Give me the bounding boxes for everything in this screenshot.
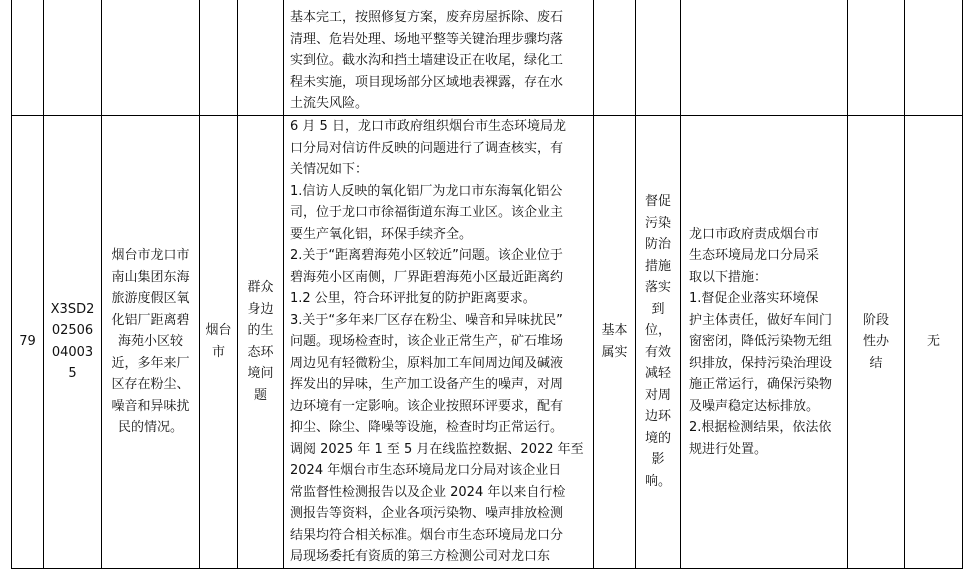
investigation-line: 问题。现场检查时，该企业正常生产，矿石堆场 bbox=[290, 334, 564, 349]
text-line: 程未实施，项目现场部分区域地表裸露，存在水 bbox=[290, 74, 564, 90]
prev-complaint-cell bbox=[102, 0, 200, 116]
measure-line: 影 bbox=[651, 452, 665, 468]
measure-line: 落实 bbox=[644, 280, 671, 296]
table-row-previous bbox=[12, 0, 963, 116]
category-line: 的生 bbox=[247, 323, 274, 339]
accountability-value: 无 bbox=[926, 334, 940, 349]
investigation-line: 调阅 2025 年 1 至 5 月在线监控数据、2022 年至 bbox=[290, 441, 584, 457]
complaint-line: 南山集团东海 bbox=[111, 269, 190, 285]
complaint-line: 化铝厂距离碧 bbox=[111, 312, 190, 328]
case-id-line: 04003 bbox=[51, 344, 94, 360]
prev-measure-cell bbox=[636, 0, 681, 116]
investigation-cell bbox=[284, 116, 594, 569]
prev-verdict-cell bbox=[594, 0, 636, 116]
investigation-line: 边环境有一定影响。该企业按照环评要求，配有 bbox=[290, 398, 564, 414]
measure-line: 污染 bbox=[644, 215, 671, 231]
measure-line: 措施 bbox=[644, 258, 671, 274]
case-id-line: X3SD2 bbox=[50, 301, 95, 317]
prev-city-cell bbox=[200, 0, 238, 116]
handling-line: 施正常运行，确保污染物 bbox=[689, 377, 833, 392]
index-cell bbox=[12, 116, 44, 569]
investigation-line: 挥发出的异味，生产加工设备产生的噪声，对周 bbox=[290, 377, 564, 392]
city-line: 烟台 bbox=[205, 323, 232, 339]
measure-cell bbox=[636, 116, 681, 569]
measure-line: 响。 bbox=[644, 473, 671, 489]
investigation-line: 口分局对信访件反映的问题进行了调查核实，有 bbox=[290, 140, 564, 156]
prev-status-cell bbox=[848, 0, 905, 116]
measure-line: 督促 bbox=[644, 194, 671, 210]
investigation-line: 要生产氧化铝，环保手续齐全。 bbox=[290, 226, 473, 242]
category-line: 群众 bbox=[247, 280, 274, 296]
verdict-line: 基本 bbox=[601, 323, 628, 339]
measure-line: 边环 bbox=[644, 409, 671, 425]
verdict-line: 属实 bbox=[601, 344, 628, 360]
investigation-line: 1.信访人反映的氧化铝厂为龙口市东海氧化铝公 bbox=[290, 183, 563, 199]
measure-line: 有效 bbox=[644, 344, 671, 360]
complaint-line: 民的情况。 bbox=[117, 420, 183, 435]
table-row-79 bbox=[12, 116, 963, 569]
handling-line: 及噪声稳定达标排放。 bbox=[689, 398, 820, 414]
case-id-line: 02506 bbox=[51, 323, 94, 339]
text-line: 实到位。截水沟和挡土墙建设正在收尾，绿化工 bbox=[290, 53, 564, 68]
investigation-line: 关情况如下： bbox=[290, 162, 369, 177]
complaint-line: 海苑小区较 bbox=[117, 334, 183, 349]
text-line: 土流失风险。 bbox=[290, 96, 369, 111]
status-line: 结 bbox=[869, 355, 883, 371]
handling-line: 龙口市政府责成烟台市 bbox=[689, 226, 820, 242]
handling-line: 生态环境局龙口分局采 bbox=[689, 248, 820, 263]
investigation-line: 常监督性检测报告以及企业 2024 年以来自行检 bbox=[290, 484, 566, 500]
complaint-line: 烟台市龙口市 bbox=[111, 248, 190, 263]
measure-line: 对周 bbox=[644, 387, 671, 403]
handling-line: 窗密闭，降低污染物无组 bbox=[689, 334, 833, 349]
prev-accountability-cell bbox=[905, 0, 963, 116]
city-line: 市 bbox=[211, 344, 225, 360]
handling-line: 织排放，保持污染治理设 bbox=[689, 355, 833, 371]
status-line: 性办 bbox=[862, 334, 889, 349]
investigation-line: 3.关于“多年来厂区存在粉尘、噪音和异味扰民” bbox=[290, 312, 563, 328]
prev-index-cell bbox=[12, 0, 44, 116]
document-page bbox=[11, 0, 963, 569]
investigation-line: 1.2 公里，符合环评批复的防护距离要求。 bbox=[290, 291, 536, 306]
complaint-line: 噪音和异味扰 bbox=[111, 398, 190, 414]
investigation-line: 2.关于“距离碧海苑小区较近”问题。该企业位于 bbox=[290, 248, 563, 263]
complaint-cell bbox=[102, 116, 200, 569]
verdict-cell bbox=[594, 116, 636, 569]
handling-line: 规进行处置。 bbox=[689, 441, 768, 457]
prev-case-id-cell bbox=[44, 0, 102, 116]
investigation-line: 结果均符合相关标准。烟台市生态环境局龙口分 bbox=[290, 527, 564, 543]
measure-line: 境的 bbox=[644, 430, 671, 446]
investigation-line: 2024 年烟台市生态环境局龙口分局对该企业日 bbox=[290, 463, 562, 478]
complaint-line: 区存在粉尘、 bbox=[111, 377, 190, 392]
petition-table bbox=[11, 0, 963, 569]
status-line: 阶段 bbox=[862, 312, 889, 328]
complaint-line: 旅游度假区氧 bbox=[111, 291, 190, 306]
prev-category-cell bbox=[238, 0, 284, 116]
handling-line: 护主体责任，做好车间门 bbox=[689, 312, 833, 328]
complaint-line: 近，多年来厂 bbox=[111, 355, 190, 371]
investigation-line: 抑尘、除尘、降噪等设施，检查时均正常运行。 bbox=[290, 420, 564, 435]
prev-investigation-cell bbox=[284, 0, 594, 116]
category-line: 态环 bbox=[247, 344, 274, 360]
prev-handling-cell bbox=[681, 0, 848, 116]
investigation-line: 6 月 5 日，龙口市政府组织烟台市生态环境局龙 bbox=[290, 119, 566, 134]
handling-line: 2.根据检测结果，依法依 bbox=[689, 420, 832, 435]
investigation-line: 测报告等资料，企业各项污染物、噪声排放检测 bbox=[290, 506, 564, 521]
category-line: 境问 bbox=[247, 366, 274, 382]
case-id-cell bbox=[44, 116, 102, 569]
investigation-line: 周边见有轻微粉尘，原料加工车间周边闻及碱液 bbox=[290, 355, 564, 371]
investigation-line: 碧海苑小区南侧，厂界距碧海苑小区最近距离约 bbox=[290, 269, 564, 285]
handling-cell bbox=[681, 116, 848, 569]
measure-line: 防治 bbox=[644, 237, 671, 253]
text-line: 清理、危岩处理、场地平整等关键治理步骤均落 bbox=[290, 31, 564, 47]
measure-line: 位， bbox=[644, 323, 671, 339]
measure-line: 到 bbox=[651, 301, 665, 317]
handling-line: 1.督促企业落实环境保 bbox=[689, 291, 819, 306]
investigation-line: 局现场委托有资质的第三方检测公司对龙口东 bbox=[290, 549, 551, 564]
category-cell bbox=[238, 116, 284, 569]
case-id-line: 5 bbox=[68, 366, 77, 382]
category-line: 题 bbox=[253, 387, 267, 403]
row-index: 79 bbox=[19, 334, 36, 349]
status-cell bbox=[848, 116, 905, 569]
accountability-cell bbox=[905, 116, 963, 569]
text-line: 基本完工，按照修复方案，废弃房屋拆除、废石 bbox=[290, 10, 564, 25]
city-cell bbox=[200, 116, 238, 569]
handling-line: 取以下措施： bbox=[689, 269, 768, 285]
investigation-line: 司，位于龙口市徐福街道东海工业区。该企业主 bbox=[290, 205, 564, 220]
measure-line: 减轻 bbox=[644, 366, 671, 382]
category-line: 身边 bbox=[247, 301, 274, 317]
